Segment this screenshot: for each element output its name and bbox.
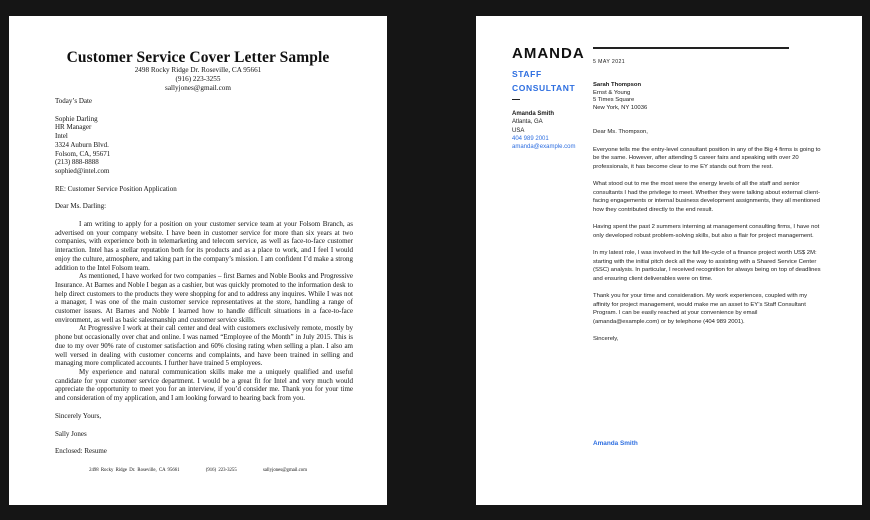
recipient-email: sophied@intel.com — [55, 166, 110, 175]
body-paragraph: Everyone tells me the entry-level consultant position in any of the Big 4 firms is going to be the same. However, after attending 5 career fairs and speaking with over 20 professionals, it has become clear to me EY stands out from the rest. — [593, 146, 821, 170]
contact-phone-link[interactable]: 404 989 2001 — [512, 135, 549, 142]
role-line: STAFF — [512, 69, 542, 79]
header-rule-divider — [593, 47, 789, 49]
recipient-name: Sarah Thompson — [593, 82, 642, 88]
salutation: Dear Ms. Thompson, — [593, 129, 648, 135]
sender-email: sallyjones@gmail.com — [165, 84, 231, 93]
letter-footer — [9, 468, 387, 473]
recipient-title: HR Manager — [55, 123, 92, 132]
recipient-company: Ernst & Young — [593, 89, 631, 96]
signature-name: Amanda Smith — [593, 440, 638, 447]
body-paragraph: At Progressive I work at their call center and deal with customers exclusively remote, mostly by phone but occasionally over chat and online. I was named “Employee of the Month” in July 2015. This is due to my over 90% rate of customer satisfaction and 60% closing rating when selling a plan. I also am well versed in dealing with customer concerns and complaints, and have been trained in selling and managing more complicated accounts. I further have trained 5 employees. — [55, 324, 353, 368]
header-dash-divider — [512, 99, 520, 100]
letter-date: Today’s Date — [55, 97, 93, 105]
contact-email-link[interactable]: amanda@example.com — [512, 144, 576, 151]
body-paragraph: Having spent the past 2 summers interning at management consulting firms, I have not only developed robust problem-solving skills, but also a flair for project management. — [593, 224, 820, 239]
contact-name: Amanda Smith — [512, 111, 555, 117]
contact-country: USA — [512, 127, 525, 134]
recipient-city: Folsom, CA, 95671 — [55, 149, 111, 158]
letter-title: Customer Service Cover Letter Sample — [66, 49, 330, 66]
salutation: Dear Ms. Darling: — [55, 202, 107, 211]
contact-block — [512, 110, 575, 151]
header-name: AMANDA — [512, 45, 585, 62]
enclosure-note: Enclosed: Resume — [55, 447, 107, 456]
recipient-street: 3324 Auburn Blvd. — [55, 140, 109, 149]
body-paragraph: What stood out to me the most were the energy levels of all the staff and senior consultants I had the privilege to meet. Whether they were talking about external client-facing engagements or internal business development assignments, they all mentioned how they contributed directly to the end result. — [593, 181, 820, 213]
closing: Sincerely Yours, — [55, 411, 102, 420]
customer-service-letter-page — [9, 16, 387, 505]
letter-date: 5 MAY 2021 — [593, 59, 626, 65]
role-line: CONSULTANT — [512, 83, 576, 93]
body-paragraph: In my latest role, I was involved in the full life-cycle of a finance project worth US$ 2M: starting with the initial pitch deck all the way to assisting with a Shared Service Center (SSC) analysis. In particular, I received recognition for always being on top of deadlines and ensuring client deliverables were on time. — [593, 250, 821, 282]
header-role — [512, 67, 602, 95]
recipient-name: Sophie Darling — [55, 114, 98, 123]
letter-body — [593, 128, 825, 353]
body-paragraph: As mentioned, I have worked for two companies – first Barnes and Noble Books and Progressive Insurance. At Barnes and Noble I began as a cashier, but was quickly promoted to the information desk to help direct customers to the products they were shopping for and to address any inquires. While I was not a manager, I was one of the main customer service representatives at the store, handling a range of customer issues. At Barnes and Noble I learned how to handle difficult situations in a face-to-face environment, as well as basic salesmanship and customer service skills. — [55, 272, 353, 324]
consultant-letter-page — [476, 16, 862, 505]
sender-phone: (916) 223-3255 — [175, 75, 221, 84]
recipient-city: New York, NY 10036 — [593, 104, 648, 111]
sender-street: 2498 Rocky Ridge Dr. Roseville, CA 95661 — [134, 66, 262, 74]
footer-phone: (916) 223-3255 — [205, 468, 237, 473]
signature-name: Sally Jones — [55, 429, 87, 438]
recipient-block — [593, 82, 647, 112]
letter-body — [55, 97, 353, 456]
contact-city: Atlanta, GA — [512, 119, 543, 126]
recipient-street: 5 Times Square — [593, 97, 635, 104]
closing: Sincerely, — [593, 336, 619, 342]
footer-email: sallyjones@gmail.com — [262, 468, 307, 473]
sender-address-block — [9, 66, 387, 94]
recipient-company: Intel — [55, 132, 68, 141]
recipient-phone: (213) 888-8888 — [55, 158, 99, 167]
body-paragraph: Thank you for your time and consideration. My work experiences, coupled with my affinity for project management, would make me an asset to EY’s Staff Consultant Program. I can be easily reached at your convenience by email (amanda@example.com) or by telephone (404 989 2001). — [593, 293, 808, 325]
footer-address: 2498 Rocky Ridge Dr. Roseville, CA 95661 — [89, 468, 180, 473]
subject-line: RE: Customer Service Position Application — [55, 184, 177, 193]
body-paragraph: I am writing to apply for a position on your customer service team at your Folsom Branch, as advertised on your company website. I have been in customer service for more than six years at two companies, with experience both in telemarketing and telecom service, as well as face-to-face customer interaction. Intel has a stellar reputation both for its products and as a place to work, and I feel I would enjoy the culture, atmosphere, and taking part in the company’s mission. I am confident I’d make a strong addition to the Intel Folsom team. — [55, 220, 353, 272]
body-paragraph: My experience and natural communication skills make me a uniquely qualified and useful candidate for your customer service department. I would be a great fit for Intel and very much would appreciate the opportunity to meet you for an interview, if you’d consider me. Thank you for your time and consideration of my application, and I am looking forward to hearing back from you. — [55, 367, 353, 403]
